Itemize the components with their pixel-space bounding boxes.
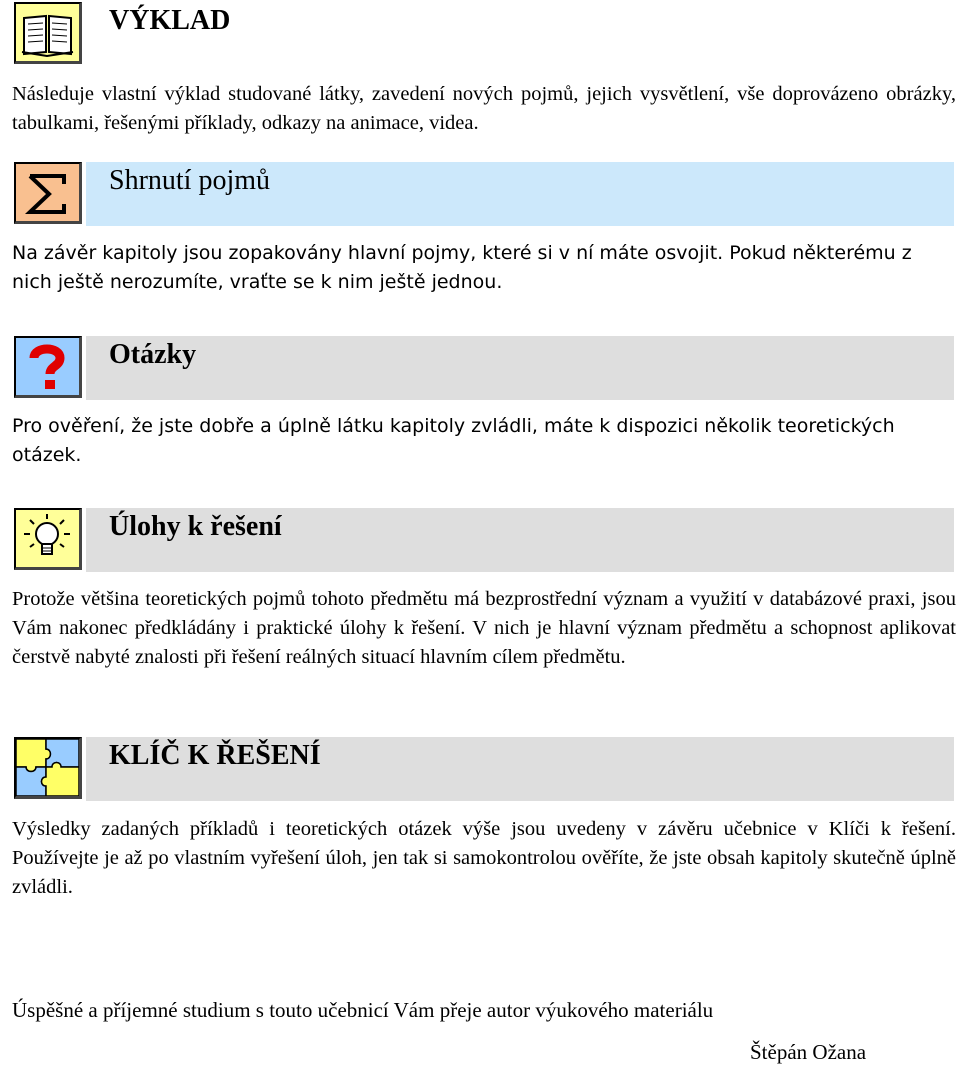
book-icon [14,2,82,64]
section-band-otazky [86,336,954,400]
section-heading-ulohy: Úlohy k řešení [109,511,282,542]
author-signature: Štěpán Ožana [750,1040,867,1064]
section-heading-shrnuti: Shrnutí pojmů [109,165,271,196]
section-header-vyklad [14,2,954,68]
closing-text: Úspěšné a příjemné studium s touto učebnicí Vám přeje autor výukového materiálu [12,998,714,1022]
lightbulb-icon [14,508,82,570]
section-text-ulohy: Protože většina teoretických pojmů tohoto předmětu má bezprostřední význam a využití v databázové praxi, jsou Vám nakonec předkládány i praktické úlohy k řešení. V nich je hlavní význam předmětu a schopnost aplikovat čerstvě nabyté znalosti při řešení reálných situací hlavním cílem předmětu. [12,588,956,668]
section-header-klic [14,737,954,803]
question-icon [14,336,82,398]
section-text-shrnuti: Na závěr kapitoly jsou zopakovány hlavní pojmy, které si v ní máte osvojit. Pokud některému z nich ještě nerozumíte, vraťte se k nim ještě jednou. [12,242,912,293]
section-heading-vyklad: VÝKLAD [109,5,231,36]
section-heading-klic: KLÍČ K ŘEŠENÍ [109,740,321,771]
sigma-icon [14,162,82,224]
section-heading-otazky: Otázky [109,339,197,370]
section-header-otazky [14,336,954,402]
section-header-shrnuti [14,162,954,228]
section-header-ulohy [14,508,954,574]
section-text-vyklad: Následuje vlastní výklad studované látky, zavedení nových pojmů, jejich vysvětlení, vše doprovázeno obrázky, tabulkami, řešenými příklady, odkazy na animace, videa. [12,83,956,134]
puzzle-icon [14,737,82,799]
section-text-klic: Výsledky zadaných příkladů i teoretických otázek výše jsou uvedeny v závěru učebnice v Klíči k řešení. Používejte je až po vlastním vyřešení úloh, jen tak si samokontrolou ověříte, že jste obsah kapitoly skutečně úplně zvládli. [12,818,956,898]
section-text-otazky: Pro ověření, že jste dobře a úplně látku kapitoly zvládli, máte k dispozici několik teoretických otázek. [12,415,895,466]
